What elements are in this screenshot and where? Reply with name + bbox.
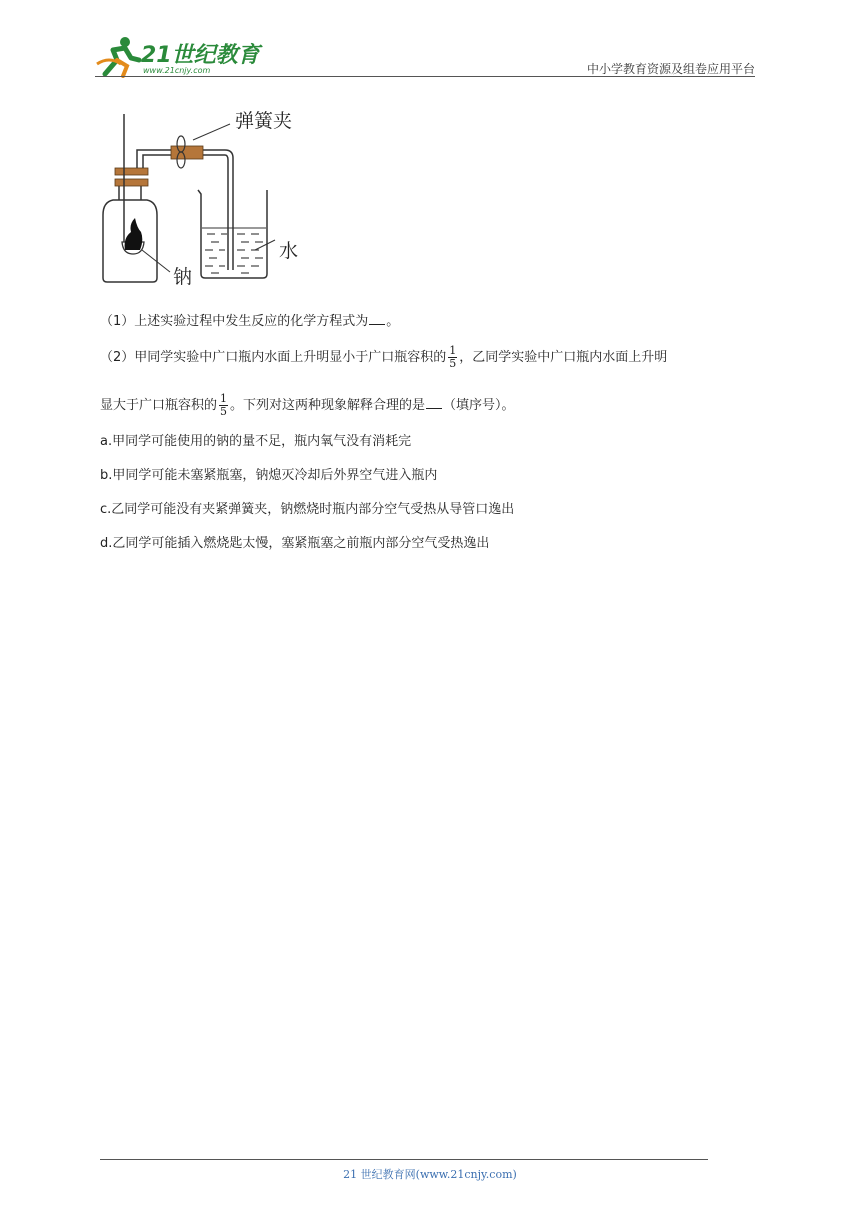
runner-logo-icon	[95, 34, 143, 78]
question-2-text-part-4: 。下列对这两种现象解释合理的是	[230, 398, 426, 413]
platform-name: 中小学教育资源及组卷应用平台	[586, 62, 755, 76]
question-2-text-part-2: ，乙同学实验中广口瓶内水面上升明	[459, 350, 668, 365]
site-logo	[95, 34, 260, 78]
fraction-numerator: 1	[220, 392, 228, 405]
option-a: a.甲同学可能使用的钠的量不足，瓶内氧气没有消耗完	[100, 434, 412, 449]
water-label: 水	[279, 240, 299, 262]
fraction-denominator: 5	[220, 405, 228, 418]
header-divider	[95, 76, 755, 77]
spring-clip-label: 弹簧夹	[235, 110, 293, 132]
question-2-text-part-5: （填序号）。	[443, 398, 515, 413]
logo-subtext: www.21cnjy.com	[143, 66, 211, 75]
question-2-text-part-1: （2）甲同学实验中广口瓶内水面上升明显小于广口瓶容积的	[100, 350, 447, 365]
logo-text: 21世纪教育	[141, 43, 260, 68]
question-2-text-part-3: 显大于广口瓶容积的	[100, 398, 218, 413]
footer-divider	[100, 1159, 708, 1160]
answer-blank	[369, 310, 385, 325]
question-1	[100, 310, 399, 332]
fraction-one-fifth	[219, 393, 228, 418]
fraction-numerator: 1	[449, 344, 457, 357]
page-header	[95, 30, 755, 78]
answer-blank	[426, 394, 442, 409]
footer-link[interactable]: 21 世纪教育网(www.21cnjy.com)	[343, 1168, 517, 1181]
question-2-line-1	[100, 345, 667, 370]
option-d: d.乙同学可能插入燃烧匙太慢，塞紧瓶塞之前瓶内部分空气受热逸出	[100, 536, 490, 551]
question-2-line-2	[100, 393, 515, 418]
option-c: c.乙同学可能没有夹紧弹簧夹，钠燃烧时瓶内部分空气受热从导管口逸出	[100, 502, 515, 517]
fraction-denominator: 5	[449, 357, 457, 370]
fraction-one-fifth	[448, 345, 457, 370]
question-1-text: （1）上述实验过程中发生反应的化学方程式为	[100, 314, 369, 329]
option-b: b.甲同学可能未塞紧瓶塞，钠熄灭冷却后外界空气进入瓶内	[100, 468, 438, 483]
question-1-end: 。	[386, 314, 400, 329]
experiment-apparatus-figure	[95, 100, 325, 290]
sodium-label: 钠	[173, 266, 193, 288]
